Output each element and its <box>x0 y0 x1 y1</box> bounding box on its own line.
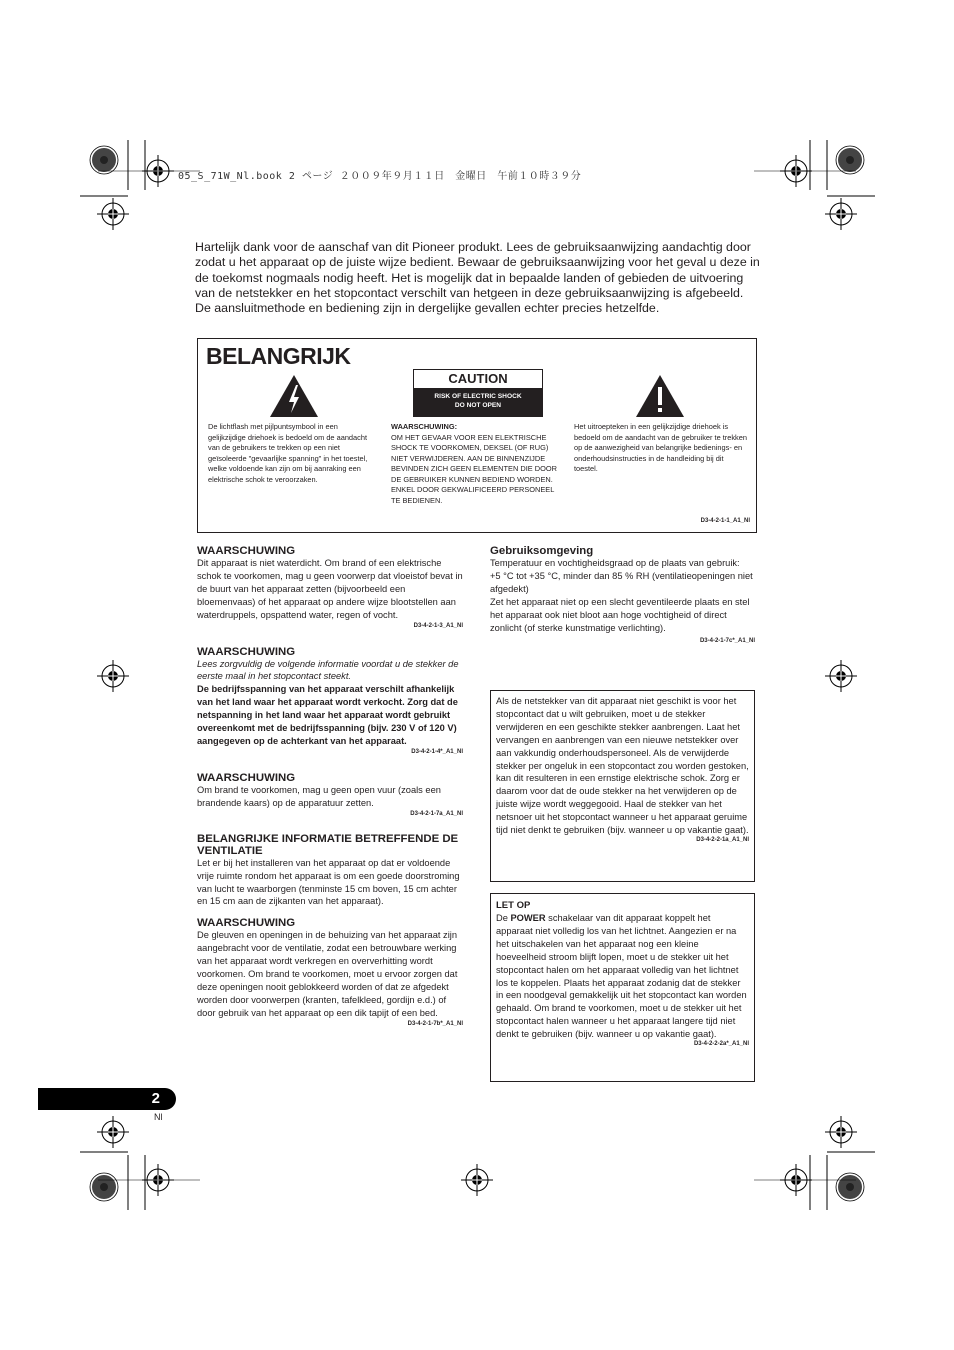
page-number-tab <box>38 1088 176 1110</box>
warning-heading-2: WAARSCHUWING <box>197 645 296 658</box>
warning-heading-1: WAARSCHUWING <box>197 545 296 557</box>
environment-text-2: +5 °C tot +35 °C, minder dan 85 % RH (ventilatieopeningen niet afgedekt) <box>490 570 753 594</box>
belangrijk-title: BELANGRIJK <box>206 343 351 369</box>
caution-subtitle <box>414 388 542 416</box>
lightning-explanation: De lichtflash met pijlpuntsymbool in een gelijkzijdige driehoek is bedoeld om de aandacht van de gebruikers te trekken op een niet geïsoleerde "gevaarlijke spanning" in het toestel, welke voldoende kan zijn om bij aanraking een elektrische schok te veroorzaken. <box>208 422 368 484</box>
caution-sub1: RISK OF ELECTRIC SHOCK <box>434 393 522 400</box>
mid-warning-block <box>391 422 565 506</box>
let-op-heading: LET OP <box>496 900 531 911</box>
warning-code-5: D3-4-2-1-7b*_A1_Nl <box>407 1020 463 1027</box>
belangrijk-code: D3-4-2-1-1_A1_Nl <box>700 518 750 524</box>
environment-code: D3-4-2-1-7c*_A1_Nl <box>699 638 755 645</box>
caution-label-block <box>413 369 543 417</box>
environment-text-3: Zet het apparaat niet op een slecht geventileerde plaats en stel het apparaat ook niet bloot aan hoge vochtigheid of direct zonlicht (of sterke kunstmatige verlichting). <box>490 596 750 633</box>
warning-heading-5: WAARSCHUWING <box>197 917 296 930</box>
exclamation-explanation: Het uitroepteken in een gelijkzijdige driehoek is bedoeld om de aandacht van de gebruiker te trekken op de aanwezigheid van belangrijke bedienings- en onderhoudsinstructies in de handleiding bij dit toestel. <box>574 422 747 473</box>
language-code: Nl <box>154 1112 163 1122</box>
warning-code-2: D3-4-2-1-4*_A1_Nl <box>411 748 463 755</box>
mid-warning-heading: WAARSCHUWING: <box>391 422 458 431</box>
belangrijk-box <box>197 338 757 533</box>
mid-warning-text: OM HET GEVAAR VOOR EEN ELEKTRISCHE SHOCK TE VOORKOMEN, DEKSEL (OF RUG) NIET VERWIJDEREN. AAN DE BINNENZIJDE BEVINDEN ZICH GEEN ELEMENTEN DIE DOOR DE GEBRUIKER KUNNEN BEDIEND WORDEN. ENKEL DOOR GEKWALIFICEERD PERSONEEL TE BEDIENEN. <box>391 432 557 505</box>
right-column-environment <box>490 545 755 644</box>
warning-heading-3: WAARSCHUWING <box>197 771 296 784</box>
left-column <box>197 545 463 1027</box>
environment-heading: Gebruiksomgeving <box>490 545 594 557</box>
let-op-box <box>490 893 755 1082</box>
intro-paragraph: Hartelijk dank voor de aanschaf van dit Pioneer produkt. Lees de gebruiksaanwijzing aandachtig door zodat u het apparaat op de juiste wijze bedient. Bewaar de gebruiksaanwijzing voor het geval u deze in de toekomst nogmaals nodig heeft. Het is mogelijk dat in bepaalde landen of gebieden de uitvoering van de netstekker en het stopcontact verschilt van hetgeen in deze gebruiksaanwijzing is afgebeeld. De aansluitmethode en bediening zijn in dergelijke gevallen echter precies hetzelfde. <box>195 240 760 316</box>
page-number: 2 <box>151 1090 160 1107</box>
warning-italic-2: Lees zorgvuldig de volgende informatie voordat u de stekker de eerste maal in het stopcontact steekt. <box>197 658 459 682</box>
warning-text-5: De gleuven en openingen in de behuizing van het apparaat zijn aangebracht voor de ventilatie, zodat een betrouwbare werking van het apparaat wordt verkregen en oververhitting wordt voorkomen. Om brand te voorkomen, moet u ervoor zorgen dat deze openingen nooit geblokkeerd worden of dat ze afgedekt worden door voorwerpen (kranten, tafelkleed, gordijn e.d.) of door gebruik van het apparaat op een dik tapijt of een bed. <box>197 930 458 1018</box>
plug-notice-code: D3-4-2-2-1a_A1_Nl <box>696 836 749 843</box>
warning-text-1: Dit apparaat is niet waterdicht. Om brand of een elektrische schok te voorkomen, mag u geen voorwerp dat vloeistof bevat in de buurt van het apparaat zetten (bijvoorbeeld een bloemenvaas) of het apparaat op andere wijze blootstellen aan waterdruppels, opspattend water, regen of vocht. <box>197 558 463 620</box>
ventilation-text: Let er bij het installeren van het apparaat op dat er voldoende vrije ruimte rondom het apparaat is om een goede doorstroming van lucht te waarborgen (tenminste 15 cm boven, 15 cm achter en 15 cm aan de zijkanten van het apparaat). <box>197 857 460 907</box>
warning-code-1: D3-4-2-1-3_A1_Nl <box>413 622 463 629</box>
warning-text-3: Om brand te voorkomen, mag u geen open vuur (zoals een brandende kaars) op de apparatuur zetten. <box>197 784 441 808</box>
power-label: POWER <box>510 913 546 923</box>
file-header-line: 05_S_71W_Nl.book 2 ページ ２００９年９月１１日 金曜日 午前１０時３９分 <box>178 171 582 182</box>
caution-sub2: DO NOT OPEN <box>454 402 502 409</box>
caution-title: CAUTION <box>414 370 542 388</box>
let-op-pre: De <box>496 913 511 923</box>
electric-shock-warning-icon <box>268 373 320 419</box>
let-op-body: schakelaar van dit apparaat koppelt het apparaat niet volledig los van het lichtnet. Aangezien er na het uitschakelen van het apparaat nog een kleine hoeveelheid stroom blijft lopen, moet u de stekker uit het stopcontact halen om het apparaat volledig van het lichtnet los te koppelen. Plaats het apparaat zodanig dat de stekker in een noodgeval gemakkelijk uit het stopcontact kan worden gehaald. Om brand te voorkomen, moet u de stekker uit het stopcontact halen wanneer u het apparaat langere tijd niet denkt te gebruiken (bijv. wanneer u op vakantie gaat). <box>496 913 747 1040</box>
environment-text-1: Temperatuur en vochtigheidsgraad op de plaats van gebruik: <box>490 558 740 568</box>
warning-code-3: D3-4-2-1-7a_A1_Nl <box>410 810 463 817</box>
plug-notice-text: Als de netstekker van dit apparaat niet geschikt is voor het stopcontact dat u wilt gebruiken, moet u de stekker verwijderen en een geschikte stekker aanbrengen. Laat het vervangen en aanbrengen van een nieuwe netstekker over aan vakkundig onderhoudspersoneel. Als de verwijderde stekker per ongeluk in een stopcontact zou worden gestoken, kan dit resulteren in een ernstige elektrische schok. Zorg er daarom voor dat de oude stekker na het verwijderen op de juiste wijze wordt weggegooid. Haal de stekker van het netsnoer uit het stopcontact wanneer u het apparaat geruime tijd niet denkt te gebruiken (bijv. wanneer u op vakantie gaat). <box>496 696 749 836</box>
plug-notice-box <box>490 690 755 882</box>
let-op-code: D3-4-2-2-2a*_A1_Nl <box>693 1041 749 1048</box>
let-op-text <box>496 912 749 1041</box>
exclamation-warning-icon <box>634 373 686 419</box>
ventilation-heading: BELANGRIJKE INFORMATIE BETREFFENDE DE VENTILATIE <box>197 832 459 857</box>
warning-bold-2: De bedrijfsspanning van het apparaat verschilt afhankelijk van het land waar het apparaat wordt verkocht. Zorg dat de netspanning in het land waar het apparaat wordt gebruikt overeenkomt met de bedrijfsspanning (bijv. 230 V of 120 V) aangegeven op de achterkant van het apparaat. <box>197 684 458 746</box>
